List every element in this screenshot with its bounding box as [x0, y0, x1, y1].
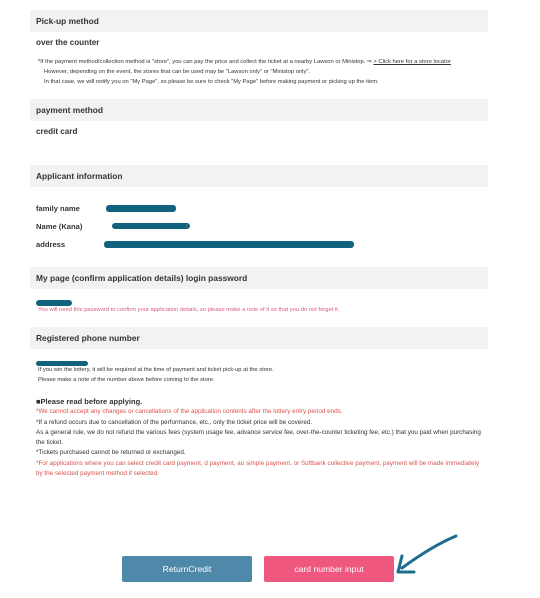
family-name-label: family name	[36, 203, 80, 213]
mypage-password-header: My page (confirm application details) login password	[30, 267, 488, 289]
address-row	[30, 235, 488, 253]
kana-name-row	[30, 217, 488, 235]
pickup-note-text: *If the payment method/collection method is "store", you can pay the price and collect the ticket at a nearby Lawson or Ministop. ⇒	[38, 59, 374, 65]
password-row	[30, 293, 488, 303]
address-label: address	[36, 239, 66, 249]
rules-line-4: *Tickets purchased cannot be returned or exchanged.	[36, 449, 186, 457]
pickup-note-2: However, depending on the event, the stores that can be used may be "Lawson only" or "Ministop only".	[44, 69, 311, 75]
store-locator-link[interactable]: > Click here for a store locator	[373, 59, 451, 65]
application-confirmation	[30, 10, 488, 479]
rules-header: ■Please read before applying.	[36, 397, 143, 406]
pickup-method-value: over the counter	[36, 38, 100, 47]
payment-method-value: credit card	[36, 127, 78, 136]
card-number-input-button[interactable]: card number input	[264, 556, 394, 582]
family-name-redacted	[106, 205, 176, 212]
rules-line-2: *If a refund occurs due to cancellation of the performance, etc., only the ticket price will be covered.	[36, 418, 313, 426]
rules-line-5: *For applications where you can select credit card payment, d payment, au simple payment, or Softbank collective payment, payment will be made immediately by the selected payment method if selected.	[36, 459, 480, 478]
return-button[interactable]: ReturnCredit	[122, 556, 252, 582]
rules-line-1: *We cannot accept any changes or cancellations of the application contents after the lottery entry period ends.	[36, 408, 343, 416]
phone-note-2: Please make a note of the number above before coming to the store.	[38, 377, 215, 383]
applicant-info-header: Applicant information	[30, 165, 488, 187]
kana-name-tail: r	[186, 222, 189, 230]
pickup-method-header: Pick-up method	[30, 10, 488, 32]
family-name-row	[30, 199, 488, 217]
rules-line-3: As a general rule, we do not refund the various fees (system usage fee, advance service fee, over-the-counter ticketing fee, etc.) that you paid when purchasing the ticket.	[36, 428, 481, 447]
pickup-note-3: In that case, we will notify you on "My Page", so please be sure to check "My Page" before making payment or picking up the item.	[44, 79, 379, 85]
address-redacted	[104, 241, 354, 248]
kana-name-label: Name (Kana)	[36, 221, 83, 231]
annotation-arrow-icon	[392, 532, 460, 578]
phone-note-1: If you win the lottery, it will be required at the time of payment and ticket pick-up at the store.	[38, 367, 274, 373]
password-note: You will need this password to confirm your application details, so please make a note of it so that you do not forget it.	[38, 307, 340, 313]
phone-row	[30, 353, 488, 363]
rules-block	[30, 397, 488, 479]
payment-method-header: payment method	[30, 99, 488, 121]
kana-name-redacted	[112, 223, 190, 229]
phone-number-header: Registered phone number	[30, 327, 488, 349]
pickup-note	[30, 57, 488, 67]
